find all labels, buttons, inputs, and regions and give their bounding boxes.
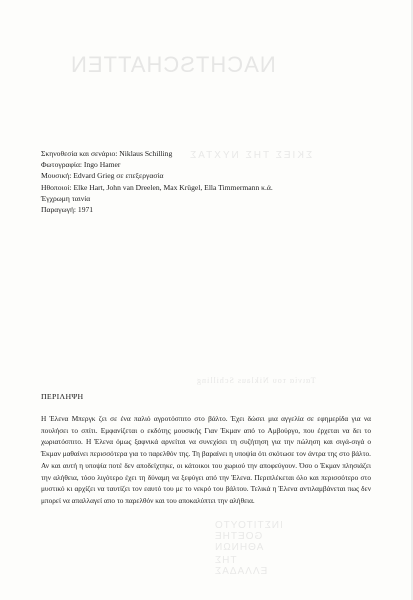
- summary-paragraph: Η Έλενα Μπεργκ ζει σε ένα παλιό αγροτόσπιτο στο βάλτο. Έχει δώσει μια αγγελία σε εφημερίδα για να πουλήσει το σπίτι. Εμφανίζεται ο εκδότης μουσικής Γιαν Έκμαν από το Αμβούργο, που έρχεται να δει το χωριατόσπιτο. Η Έλενα όμως ξαφνικά αρνείται να συνεχίσει τη συζήτηση για την πώληση και σιγά-σιγά ο Έκμαν μαθαίνει περισσότερα για το παρελθόν της. Τη βαραίνει η υποψία ότι σκότωσε τον άντρα της στο βάλτο. Αν και αυτή η υποψία ποτέ δεν αποδείχτηκε, οι κάτοικοι του χωριού την αποφεύγουν. Όσο ο Έκμαν πλησιάζει την αλήθεια, τόσο λιγότερο έχει τη δύναμη να ξεφύγει από την Έλενα. Περιπλέκεται όλο και περισσότερο στο μυστικό κι αρχίζει να ταυτίζει τον εαυτό του με το νεκρό του βάλτου. Τελικά η Έλενα αντιλαμβάνεται πως δεν μπορεί να απαλλαγεί απο το παρελθόν και του αποκαλύπτει την αλήθεια.: [41, 414, 371, 505]
- credit-cast: Ηθοποιοί: Elke Hart, John van Dreelen, Max Krügel, Ella Timmermann κ.ά.: [41, 182, 273, 192]
- show-through-institute-line: ΙΝΣΤΙΤΟΥΤΟ: [214, 520, 283, 531]
- summary-heading: ΠΕΡΙΛΗΨΗ: [41, 392, 84, 401]
- show-through-institute-line: GOETHE: [214, 531, 263, 542]
- show-through-institute-line: ΑΘΗΝΩΝ: [214, 542, 264, 553]
- credit-photography: Φωτογραφία: Ingo Hamer: [41, 160, 121, 170]
- show-through-institute-line: ΕΛΛΑΔΑΣ: [214, 566, 268, 577]
- credit-color: Έγχρωμη ταινία: [41, 193, 91, 203]
- credit-music: Μουσική: Edvard Grieg σε επεξεργασία: [41, 171, 164, 181]
- show-through-credit: Ταινία του Niklaus Schilling: [196, 376, 316, 385]
- show-through-institute-line: ΤΗΣ: [214, 555, 237, 566]
- film-credits: [41, 148, 381, 215]
- credit-production: Παραγωγή: 1971: [41, 205, 94, 215]
- show-through-subtitle: ΣΚΙΕΣ ΤΗΣ ΝΥΧΤΑΣ: [188, 150, 313, 161]
- show-through-title: NACHTSCHATTEN: [70, 52, 276, 77]
- summary-body: [41, 413, 371, 507]
- credit-direction: Σκηνοθεσία και σενάριο: Niklaus Schilling: [41, 149, 173, 158]
